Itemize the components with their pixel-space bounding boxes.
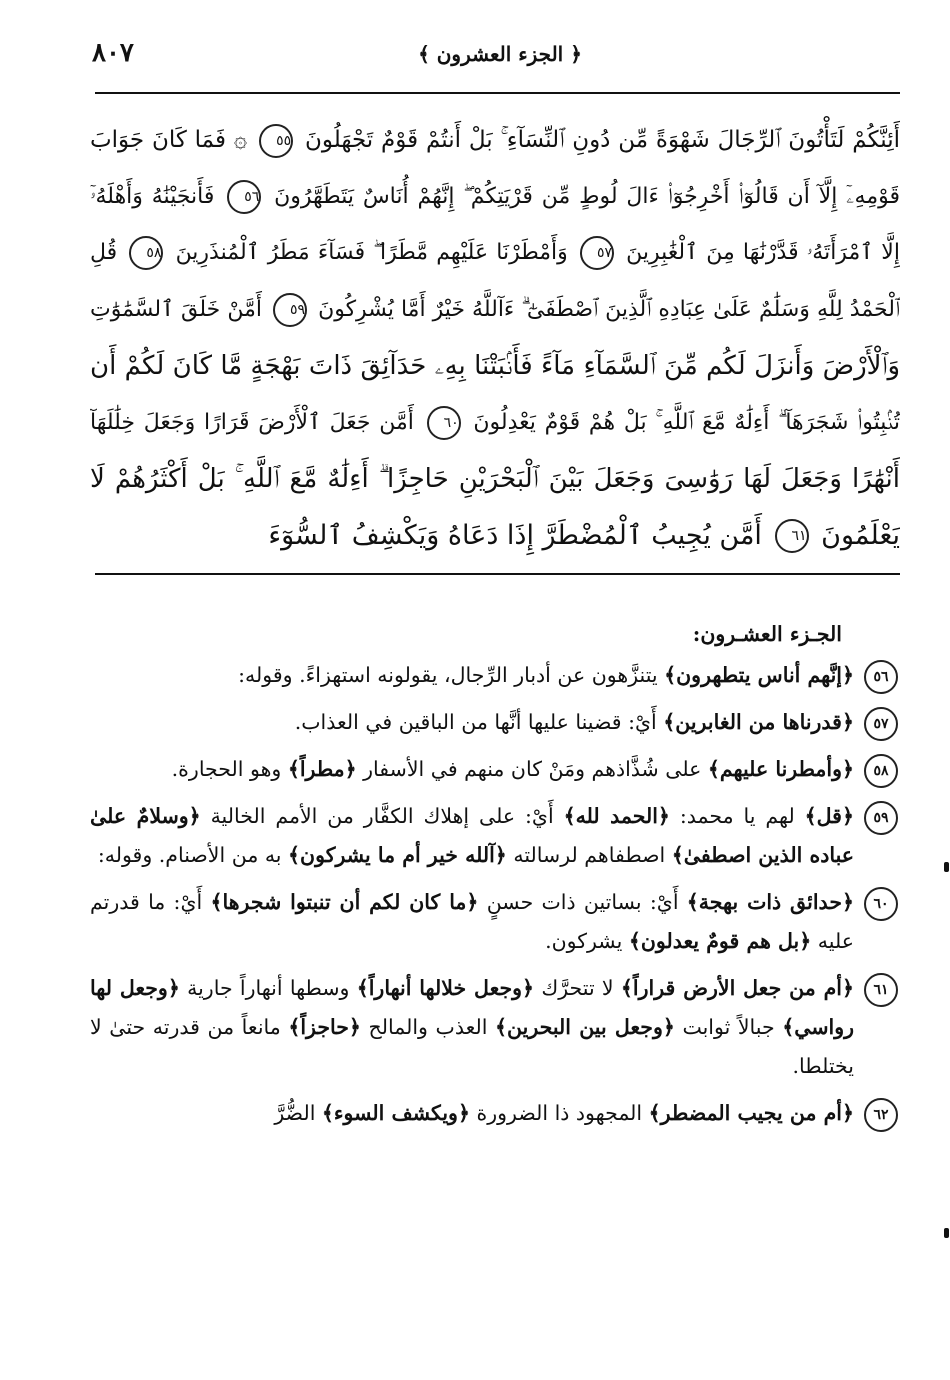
explanation-text: على شُذَّاذهم ومَنْ كان منهم في الأسفار <box>356 757 708 781</box>
commentary-entry <box>90 703 902 742</box>
verse-text: فَأَنجَيْنَٰهُ وَأَهْلَهُۥٓ <box>90 183 215 209</box>
explanation-text: لهم يا محمد: <box>669 804 805 828</box>
margin-mark <box>944 1228 949 1238</box>
verse-text: قُلِ <box>90 240 118 265</box>
quran-line <box>90 169 900 226</box>
verse-number-badge: ٦٢ <box>864 1098 898 1132</box>
explanation-text: اصطفاهم لرسالته <box>506 843 672 867</box>
explanation-text: العذب والمالح <box>360 1015 495 1039</box>
explanation-text: أَيْ: قضينا عليها أنَّها من الباقين في العذاب. <box>294 710 664 734</box>
quran-line <box>90 338 900 395</box>
explanation-text: الضُّرَّ <box>274 1101 322 1125</box>
quoted-verse: ﴿قل﴾ <box>804 804 854 828</box>
commentary-entry <box>90 1094 902 1133</box>
quoted-verse: ﴿وجعل بين البحرين﴾ <box>495 1015 675 1039</box>
verse-number-badge: ٥٩ <box>864 801 898 835</box>
quoted-verse: ﴿بل هم قومٌ يعدلون﴾ <box>628 929 812 953</box>
quoted-verse: ﴿حدائق ذات بهجة﴾ <box>686 890 855 914</box>
verse-text: أَمَّن جَعَلَ ٱلْأَرْضَ قَرَارًا وَجَعَلَ خِلَٰلَهَآ <box>90 409 414 435</box>
quoted-verse: ﴿وسلامٌ علىٰ عباده الذين اصطفىٰ﴾ <box>90 804 854 867</box>
verse-text: أَئِنَّكُمْ لَتَأْتُونَ ٱلرِّجَالَ شَهْوَةً مِّن دُونِ ٱلنِّسَآءِ ۚ بَلْ أَنتُمْ قَوْمٌ تَجْهَلُونَ <box>304 127 900 153</box>
explanation-text: لا تتحرَّك <box>534 976 621 1000</box>
verse-number-marker: ٥٧ <box>580 236 614 270</box>
quoted-verse: ﴿ويكشف السوء﴾ <box>321 1101 470 1125</box>
verse-text: أَنْهَٰرًا وَجَعَلَ لَهَا رَوَٰسِىَ وَجَعَلَ بَيْنَ ٱلْبَحْرَيْنِ حَاجِزًا ۗ أَءِلَٰهٌ مَّعَ ٱللَّهِ ۚ بَلْ أَكْثَرُهُمْ لَا <box>90 464 900 494</box>
verse-number-marker: ٥٦ <box>227 180 261 214</box>
verse-text: قَوْمِهِۦٓ إِلَّآ أَن قَالُوٓا۟ أَخْرِجُوٓا۟ ءَالَ لُوطٍ مِّن قَرْيَتِكُمْ ۖ إِنَّهُمْ أُنَاسٌ يَتَطَهَّرُونَ <box>274 183 900 209</box>
quoted-verse: ﴿إنَّهم أناس يتطهرون﴾ <box>664 663 854 687</box>
section-divider <box>95 573 900 575</box>
header-rule <box>95 92 900 94</box>
verse-number-badge: ٥٨ <box>864 754 898 788</box>
verse-number-marker: ٦١ <box>775 519 809 553</box>
explanation-text: به من الأصنام. وقوله: <box>97 843 289 867</box>
quoted-verse: ﴿ما كان لكم أن تنبتوا شجرها﴾ <box>210 890 479 914</box>
explanation-text: مانعاً من قدرته حتىٰ لا يختلطا. <box>90 1015 854 1078</box>
quoted-verse: ﴿الحمد لله﴾ <box>563 804 670 828</box>
explanation-text: أَيْ: بساتين ذات حسنٍ <box>478 890 687 914</box>
verse-text: تُنۢبِتُوا۟ شَجَرَهَآ ۗ أَءِلَٰهٌ مَّعَ ٱللَّهِ ۚ بَلْ هُمْ قَوْمٌ يَعْدِلُونَ <box>473 409 900 435</box>
running-head: ﴿ الجزء العشرون ﴾ <box>418 42 582 66</box>
verse-number-marker: ٥٩ <box>273 293 307 327</box>
explanation-text: أَيْ: ما قدرتم عليه <box>90 890 854 953</box>
verse-text: يَعْلَمُونَ <box>821 519 900 551</box>
commentary-entry <box>90 797 902 875</box>
quran-line <box>90 112 900 169</box>
page-number: ٨٠٧ <box>92 38 134 68</box>
quoted-verse: ﴿وأمطرنا عليهم﴾ <box>707 757 854 781</box>
explanation-text: أَيْ: على إهلاك الكفَّار من الأمم الخالية <box>200 804 564 828</box>
explanation-text: يشركون. <box>545 929 629 953</box>
explanation-text: المجهود ذا الضرورة <box>469 1101 649 1125</box>
quoted-verse: ﴿أم من جعل الأرض قراراً﴾ <box>620 976 855 1000</box>
commentary-entry <box>90 969 902 1086</box>
quran-text-block <box>90 112 900 564</box>
quran-line <box>90 395 900 452</box>
quran-line <box>90 225 900 282</box>
commentary-block <box>90 615 902 1141</box>
explanation-text: يتنزَّهون عن أدبار الرِّجال، يقولونه استهزاءً. وقوله: <box>238 663 665 687</box>
explanation-text: جبالاً ثوابت <box>674 1015 783 1039</box>
quoted-verse: ﴿أم من يجيب المضطر﴾ <box>648 1101 854 1125</box>
quoted-verse: ﴿قدرناها من الغابرين﴾ <box>663 710 854 734</box>
quran-line <box>90 508 900 565</box>
verse-text: أَمَّن يُجِيبُ ٱلْمُضْطَرَّ إِذَا دَعَاهُ وَيَكْشِفُ ٱلسُّوٓءَ <box>268 519 762 551</box>
quoted-verse: ﴿آلله خير أم ما يشركون﴾ <box>288 843 507 867</box>
verse-number-marker: ٥٥ <box>259 124 293 158</box>
margin-mark <box>944 862 949 872</box>
commentary-entry <box>90 656 902 695</box>
commentary-entries <box>90 656 902 1133</box>
commentary-entry <box>90 750 902 789</box>
quoted-verse: ﴿وجعل لها رواسي﴾ <box>90 976 855 1039</box>
verse-text: أَمَّنْ خَلَقَ ٱلسَّمَٰوَٰتِ <box>90 296 262 322</box>
quoted-verse: ﴿حاجزاً﴾ <box>288 1015 361 1039</box>
verse-text: وَٱلْأَرْضَ وَأَنزَلَ لَكُم مِّنَ ٱلسَّمَآءِ مَآءً فَأَنۢبَتْنَا بِهِۦ حَدَآئِقَ ذَاتَ بَهْجَةٍ مَّا كَانَ لَكُمْ أَن <box>90 351 900 381</box>
verse-number-badge: ٦٠ <box>864 887 898 921</box>
verse-text: ٱلْحَمْدُ لِلَّهِ وَسَلَٰمٌ عَلَىٰ عِبَادِهِ ٱلَّذِينَ ٱصْطَفَىٰٓ ۗ ءَآللَّهُ خَيْرٌ أَمَّا يُشْرِكُونَ <box>318 296 900 322</box>
explanation-text: وهو الحجارة. <box>171 757 288 781</box>
verse-number-marker: ٥٨ <box>129 236 163 270</box>
verse-number-badge: ٦١ <box>864 973 898 1007</box>
verse-number-marker: ٦٠ <box>427 406 461 440</box>
verse-text: إِلَّا ٱمْرَأَتَهُۥ قَدَّرْنَٰهَا مِنَ ٱلْغَٰبِرِينَ <box>626 240 900 265</box>
quoted-verse: ﴿مطراً﴾ <box>287 757 357 781</box>
explanation-text: وسطها أنهاراً جارية <box>179 976 357 1000</box>
verse-number-badge: ٥٧ <box>864 707 898 741</box>
verse-text: ۞ فَمَا كَانَ جَوَابَ <box>90 127 248 153</box>
commentary-heading: الجـزء العشـرون: <box>692 622 842 646</box>
commentary-entry <box>90 883 902 961</box>
quran-line <box>90 451 900 508</box>
verse-number-badge: ٥٦ <box>864 660 898 694</box>
verse-text: وَأَمْطَرْنَا عَلَيْهِم مَّطَرًا ۖ فَسَآءَ مَطَرُ ٱلْمُنذَرِينَ <box>175 240 568 265</box>
quran-line <box>90 282 900 339</box>
quoted-verse: ﴿وجعل خلالها أنهاراً﴾ <box>356 976 535 1000</box>
